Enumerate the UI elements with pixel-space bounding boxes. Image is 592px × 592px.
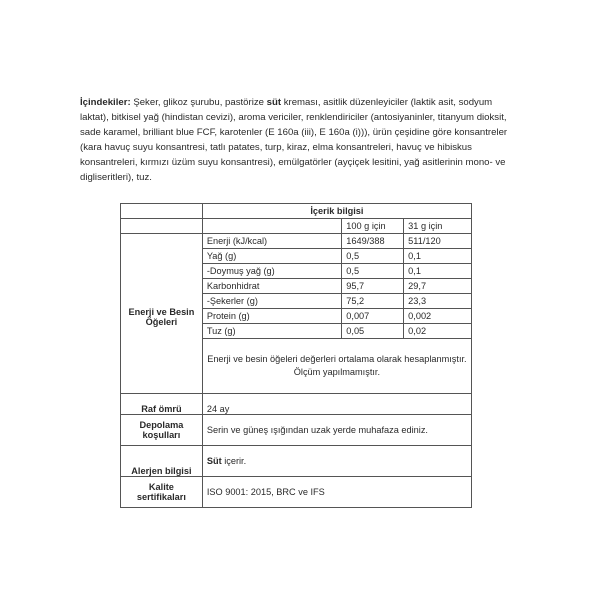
row-name: Tuz (g) (202, 324, 341, 339)
row-value-31g: 0,1 (404, 249, 472, 264)
ingredients-milk: süt (266, 97, 282, 108)
row-value-100g: 0,007 (342, 309, 404, 324)
row-value-100g: 0,05 (342, 324, 404, 339)
row-name: -Şekerler (g) (202, 294, 341, 309)
row-value-31g: 0,02 (404, 324, 472, 339)
row-name: Karbonhidrat (202, 279, 341, 294)
ingredients-label: İçindekiler: (80, 97, 131, 108)
allergen-text: içerir. (221, 456, 247, 466)
row-name: Enerji (kJ/kcal) (202, 234, 341, 249)
row-value-100g: 0,5 (342, 249, 404, 264)
shelf-life-value: 24 ay (202, 394, 471, 415)
col-header-31g: 31 g için (404, 219, 472, 234)
nutrition-table (120, 203, 472, 508)
row-value-100g: 0,5 (342, 264, 404, 279)
storage-value: Serin ve güneş ışığından uzak yerde muhafaza ediniz. (202, 415, 471, 446)
row-value-31g: 511/120 (404, 234, 472, 249)
ingredients-text-2: kreması, asitlik düzenleyiciler (laktik asit, sodyum laktat), bitkisel yağ (hindistan cevizi), aroma vericiler, renklendiriciler (antosiyaninler, titanyum dioksit, sade karamel, brilliant blue FCF, karotenler (E 160a (iii), E 160a (i))), ürün çeşidine göre konsantreler (kara havuç suyu konsantresi, tatlı patates, turp, kiraz, elma konsantreleri, havuç ve hibiskus konsantreleri, kırmızı üzüm suyu konsantresi), emülgatörler (ayçiçek lesitini, yağ asitlerinin mono- ve digliseritleri), tuz. (80, 97, 508, 183)
ingredients-text-1: Şeker, glikoz şurubu, pastörize (130, 97, 267, 108)
row-value-31g: 29,7 (404, 279, 472, 294)
table-title: İçerik bilgisi (202, 204, 471, 219)
quality-label: Kalite sertifikaları (121, 477, 203, 508)
row-name: Protein (g) (202, 309, 341, 324)
row-name: Yağ (g) (202, 249, 341, 264)
row-value-100g: 75,2 (342, 294, 404, 309)
quality-value: ISO 9001: 2015, BRC ve IFS (202, 477, 471, 508)
allergen-milk: Süt (206, 456, 222, 466)
ingredients-paragraph (80, 95, 520, 185)
row-value-31g: 23,3 (404, 294, 472, 309)
col-header-100g: 100 g için (342, 219, 404, 234)
calculation-note: Enerji ve besin öğeleri değerleri ortalama olarak hesaplanmıştır. Ölçüm yapılmamıştır. (202, 339, 471, 394)
row-value-100g: 95,7 (342, 279, 404, 294)
storage-label: Depolama koşulları (121, 415, 203, 446)
section-label: Enerji ve Besin Öğeleri (121, 234, 203, 394)
row-value-100g: 1649/388 (342, 234, 404, 249)
row-value-31g: 0,1 (404, 264, 472, 279)
shelf-life-label: Raf ömrü (121, 394, 203, 415)
allergen-label: Alerjen bilgisi (121, 446, 203, 477)
row-name: -Doymuş yağ (g) (202, 264, 341, 279)
allergen-value (202, 446, 471, 477)
row-value-31g: 0,002 (404, 309, 472, 324)
